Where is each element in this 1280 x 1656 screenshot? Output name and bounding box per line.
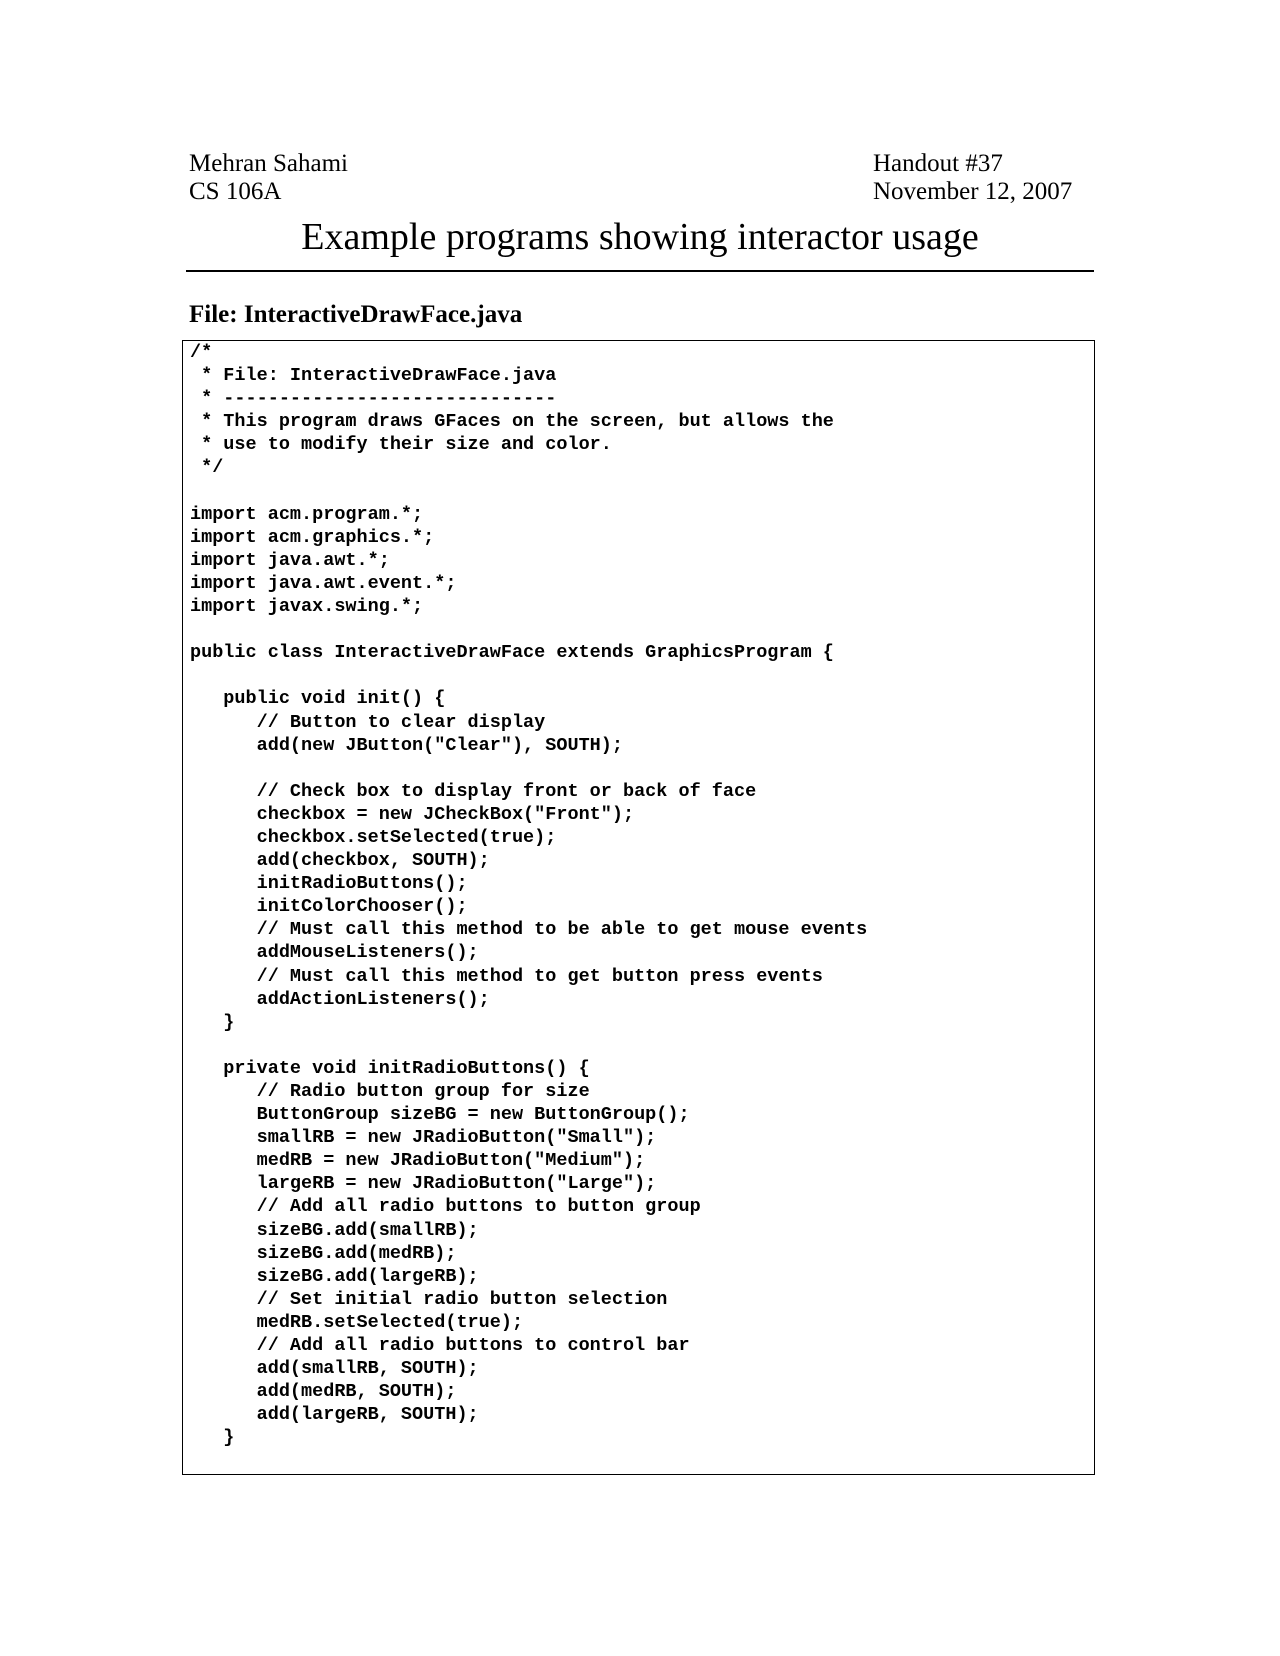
- code-line: // Set initial radio button selection: [190, 1288, 668, 1310]
- code-line: * File: InteractiveDrawFace.java: [190, 365, 557, 387]
- code-line: initRadioButtons();: [190, 873, 468, 895]
- code-line: }: [190, 1011, 235, 1033]
- code-line: medRB = new JRadioButton("Medium");: [190, 1150, 646, 1172]
- code-line: checkbox.setSelected(true);: [190, 826, 557, 848]
- code-line: add(largeRB, SOUTH);: [190, 1404, 479, 1426]
- code-line: initColorChooser();: [190, 896, 468, 918]
- code-line: import acm.graphics.*;: [190, 526, 435, 548]
- code-line: }: [190, 1427, 235, 1449]
- code-line: [190, 480, 867, 503]
- code-line: medRB.setSelected(true);: [190, 1311, 524, 1333]
- code-line: // Radio button group for size: [190, 1081, 590, 1102]
- code-line: add(checkbox, SOUTH);: [190, 850, 490, 872]
- author-name: Mehran Sahami: [189, 150, 348, 177]
- header-handout-date: [873, 150, 1072, 206]
- code-line: [190, 1034, 867, 1057]
- code-line: smallRB = new JRadioButton("Small");: [190, 1127, 657, 1149]
- code-line: [190, 664, 867, 687]
- code-line: private void initRadioButtons() {: [190, 1057, 590, 1079]
- header-author-course: [189, 150, 348, 206]
- file-heading: File: InteractiveDrawFace.java: [189, 301, 523, 328]
- code-line: add(medRB, SOUTH);: [190, 1381, 457, 1403]
- code-line: // Must call this method to be able to get mouse events: [190, 919, 868, 941]
- code-line: // Must call this method to get button press events: [190, 965, 823, 987]
- code-line: import java.awt.event.*;: [190, 572, 457, 594]
- code-line: public void init() {: [190, 688, 446, 710]
- code-line: sizeBG.add(largeRB);: [190, 1265, 479, 1287]
- code-line: * use to modify their size and color.: [190, 434, 612, 456]
- code-line: checkbox = new JCheckBox("Front");: [190, 803, 635, 825]
- code-line: // Check box to display front or back of face: [190, 780, 757, 802]
- code-line: addMouseListeners();: [190, 942, 479, 964]
- code-line: add(smallRB, SOUTH);: [190, 1358, 479, 1380]
- title-divider: [186, 270, 1094, 272]
- code-line: // Button to clear display: [190, 711, 546, 733]
- code-line: sizeBG.add(smallRB);: [190, 1219, 479, 1241]
- code-line: [190, 757, 867, 780]
- code-listing: [190, 341, 867, 1450]
- course-name: CS 106A: [189, 178, 282, 205]
- code-line: add(new JButton("Clear"), SOUTH);: [190, 734, 623, 756]
- code-line: addActionListeners();: [190, 988, 490, 1010]
- code-listing-box: [182, 340, 1095, 1475]
- code-line: sizeBG.add(medRB);: [190, 1242, 457, 1264]
- handout-date: November 12, 2007: [873, 178, 1073, 205]
- code-line: [190, 618, 867, 641]
- code-line: */: [190, 457, 224, 479]
- code-line: * ------------------------------: [190, 388, 557, 410]
- code-line: // Add all radio buttons to control bar: [190, 1335, 690, 1357]
- handout-number: Handout #37: [873, 150, 1003, 177]
- code-line: // Add all radio buttons to button group: [190, 1196, 701, 1218]
- code-line: /*: [190, 342, 213, 363]
- code-line: import java.awt.*;: [190, 549, 390, 571]
- code-line: ButtonGroup sizeBG = new ButtonGroup();: [190, 1104, 690, 1126]
- code-line: import javax.swing.*;: [190, 596, 424, 618]
- code-line: import acm.program.*;: [190, 503, 424, 525]
- code-line: largeRB = new JRadioButton("Large");: [190, 1173, 657, 1195]
- code-line: public class InteractiveDrawFace extends GraphicsProgram {: [190, 642, 834, 664]
- page-title: Example programs showing interactor usage: [301, 216, 979, 258]
- code-line: * This program draws GFaces on the screen, but allows the: [190, 411, 834, 433]
